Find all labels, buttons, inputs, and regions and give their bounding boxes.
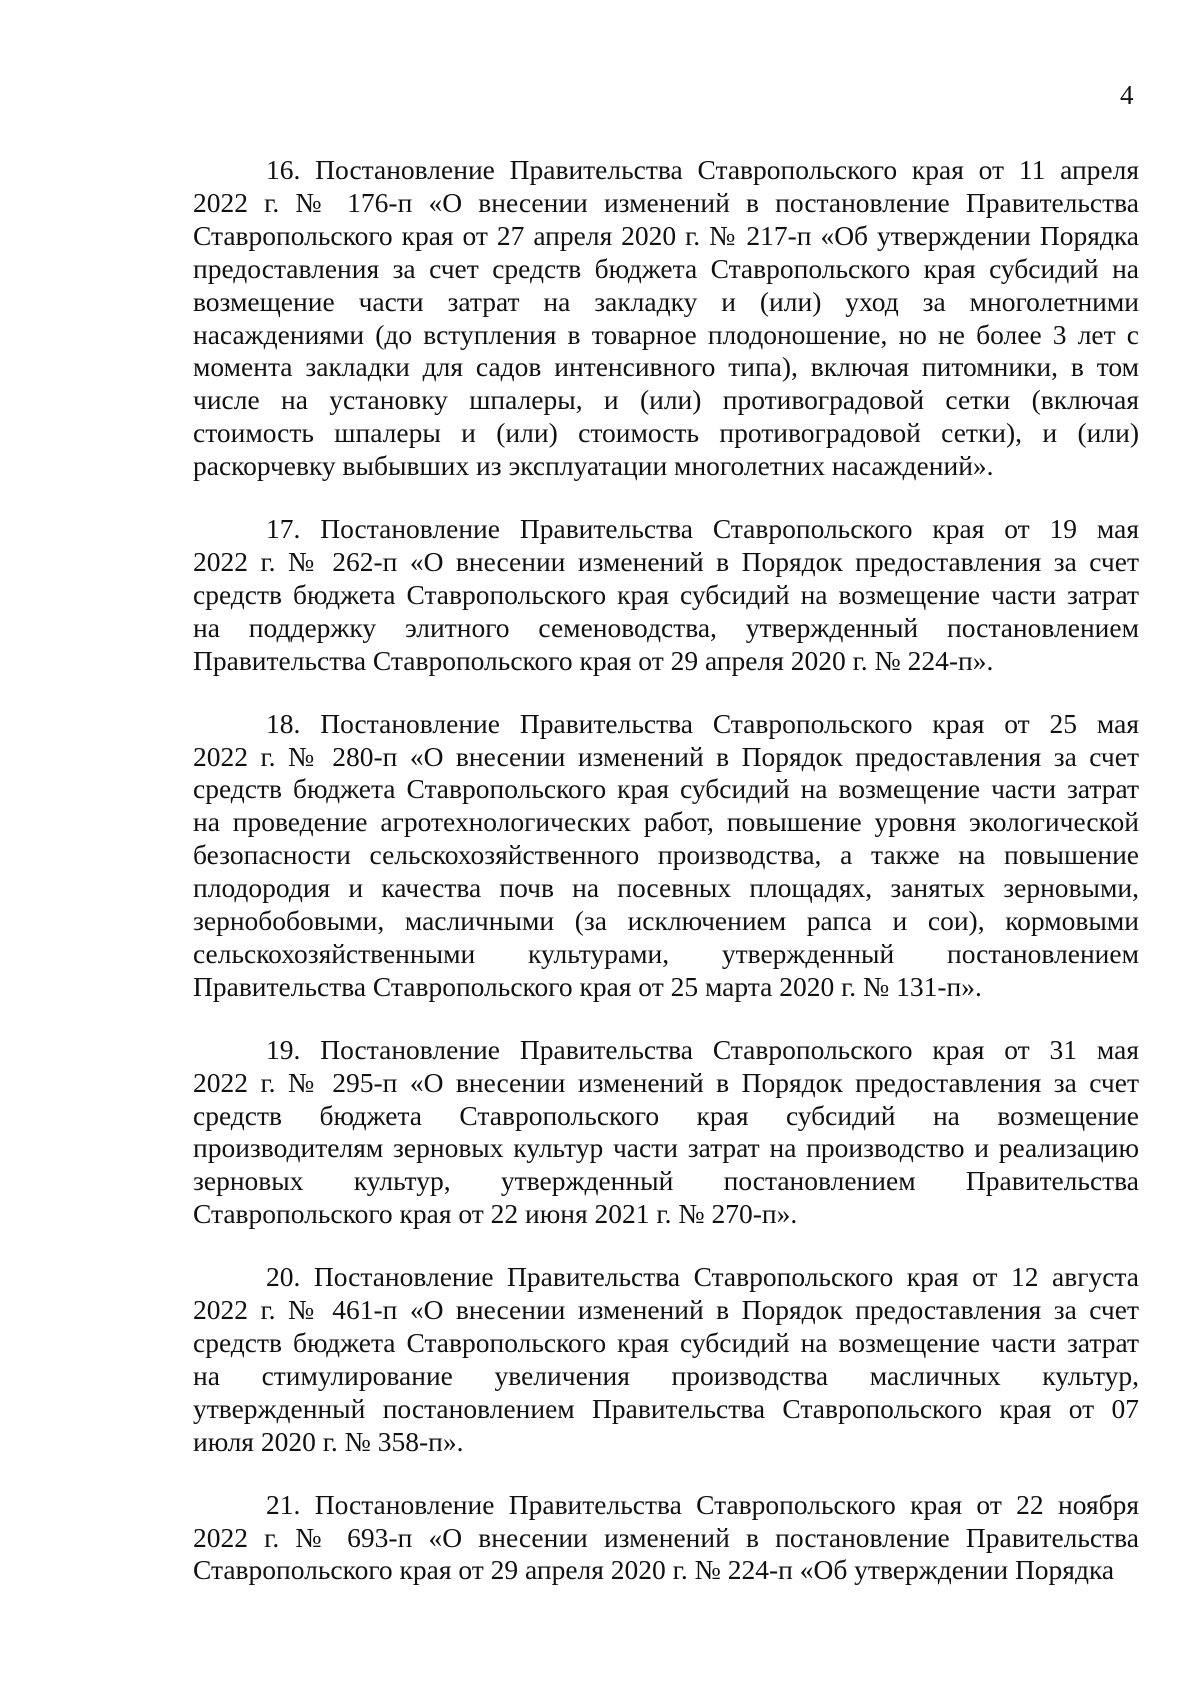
- paragraph-text: 2022 г. № 693-п «О внесении изменений в постановление Правительства Ставропольского края от 29 апреля 2020 г. № 224-п «Об утверждении Порядка: [193, 1521, 1139, 1586]
- paragraph-text: 2022 г. № 461-п «О внесении изменений в Порядок предоставления за счет средств бюджета Ставропольского края субсидий на возмещение части затрат на стимулирование увеличения производства масличных культур, утвержденный постановлением Правительства Ставропольского края от 07 июля 2020 г. № 358-п».: [193, 1294, 1139, 1457]
- paragraph-19: [193, 1034, 1139, 1231]
- paragraph-text: 2022 г. № 176-п «О внесении изменений в постановление Правительства Ставропольского края от 27 апреля 2020 г. № 217-п «Об утверждении Порядка предоставления за счет средств бюджета Ставропольского края субсидий на возмещение части затрат на закладку и (или) уход за многолетними насаждениями (до вступления в товарное плодоношение, но не более 3 лет с момента закладки для садов интенсивного типа), включая питомники, в том числе на установку шпалеры, и (или) противоградовой сетки (включая стоимость шпалеры и (или) стоимость противоградовой сетки), и (или) раскорчевку выбывших из эксплуатации многолетних насаждений».: [193, 186, 1139, 482]
- paragraph-text: 2022 г. № 295-п «О внесении изменений в Порядок предоставления за счет средств бюджета Ставропольского края субсидий на возмещение производителям зерновых культур части затрат на производство и реализацию зерновых культур, утвержденный постановлением Правительства Ставропольского края от 22 июня 2021 г. № 270-п».: [193, 1066, 1139, 1230]
- paragraph-first-line: 17. Постановление Правительства Ставропольского края от 19 мая: [266, 513, 1139, 545]
- paragraph-17: [193, 513, 1139, 678]
- page-number: 4: [1120, 80, 1134, 110]
- paragraph-first-line: 18. Постановление Правительства Ставропольского края от 25 мая: [266, 707, 1139, 739]
- paragraph-16: [193, 154, 1139, 483]
- paragraph-text: 2022 г. № 262-п «О внесении изменений в Порядок предоставления за счет средств бюджета Ставропольского края субсидий на возмещение части затрат на поддержку элитного семеноводства, утвержденный постановлением Правительства Ставропольского края от 29 апреля 2020 г. № 224-п».: [193, 545, 1139, 676]
- paragraph-20: [193, 1261, 1139, 1458]
- paragraph-21: [193, 1489, 1139, 1588]
- paragraph-first-line: 19. Постановление Правительства Ставропольского края от 31 мая: [266, 1033, 1139, 1065]
- paragraph-18: [193, 708, 1139, 1004]
- paragraph-first-line: 20. Постановление Правительства Ставропольского края от 12 августа: [266, 1261, 1139, 1293]
- paragraph-first-line: 16. Постановление Правительства Ставропольского края от 11 апреля: [266, 154, 1139, 185]
- paragraph-text: 2022 г. № 280-п «О внесении изменений в Порядок предоставления за счет средств бюджета Ставропольского края субсидий на возмещение части затрат на проведение агротехнологических работ, повышение уровня экологической безопасности сельскохозяйственного производства, а также на повышение плодородия и качества почв на посевных площадях, занятых зерновыми, зернобобовыми, масличными (за исключением рапса и сои), кормовыми сельскохозяйственными культурами, утвержденный постановлением Правительства Ставропольского края от 25 марта 2020 г. № 131-п».: [193, 740, 1139, 1002]
- paragraph-first-line: 21. Постановление Правительства Ставропольского края от 22 ноября: [266, 1488, 1139, 1520]
- document-body: [193, 154, 1139, 1617]
